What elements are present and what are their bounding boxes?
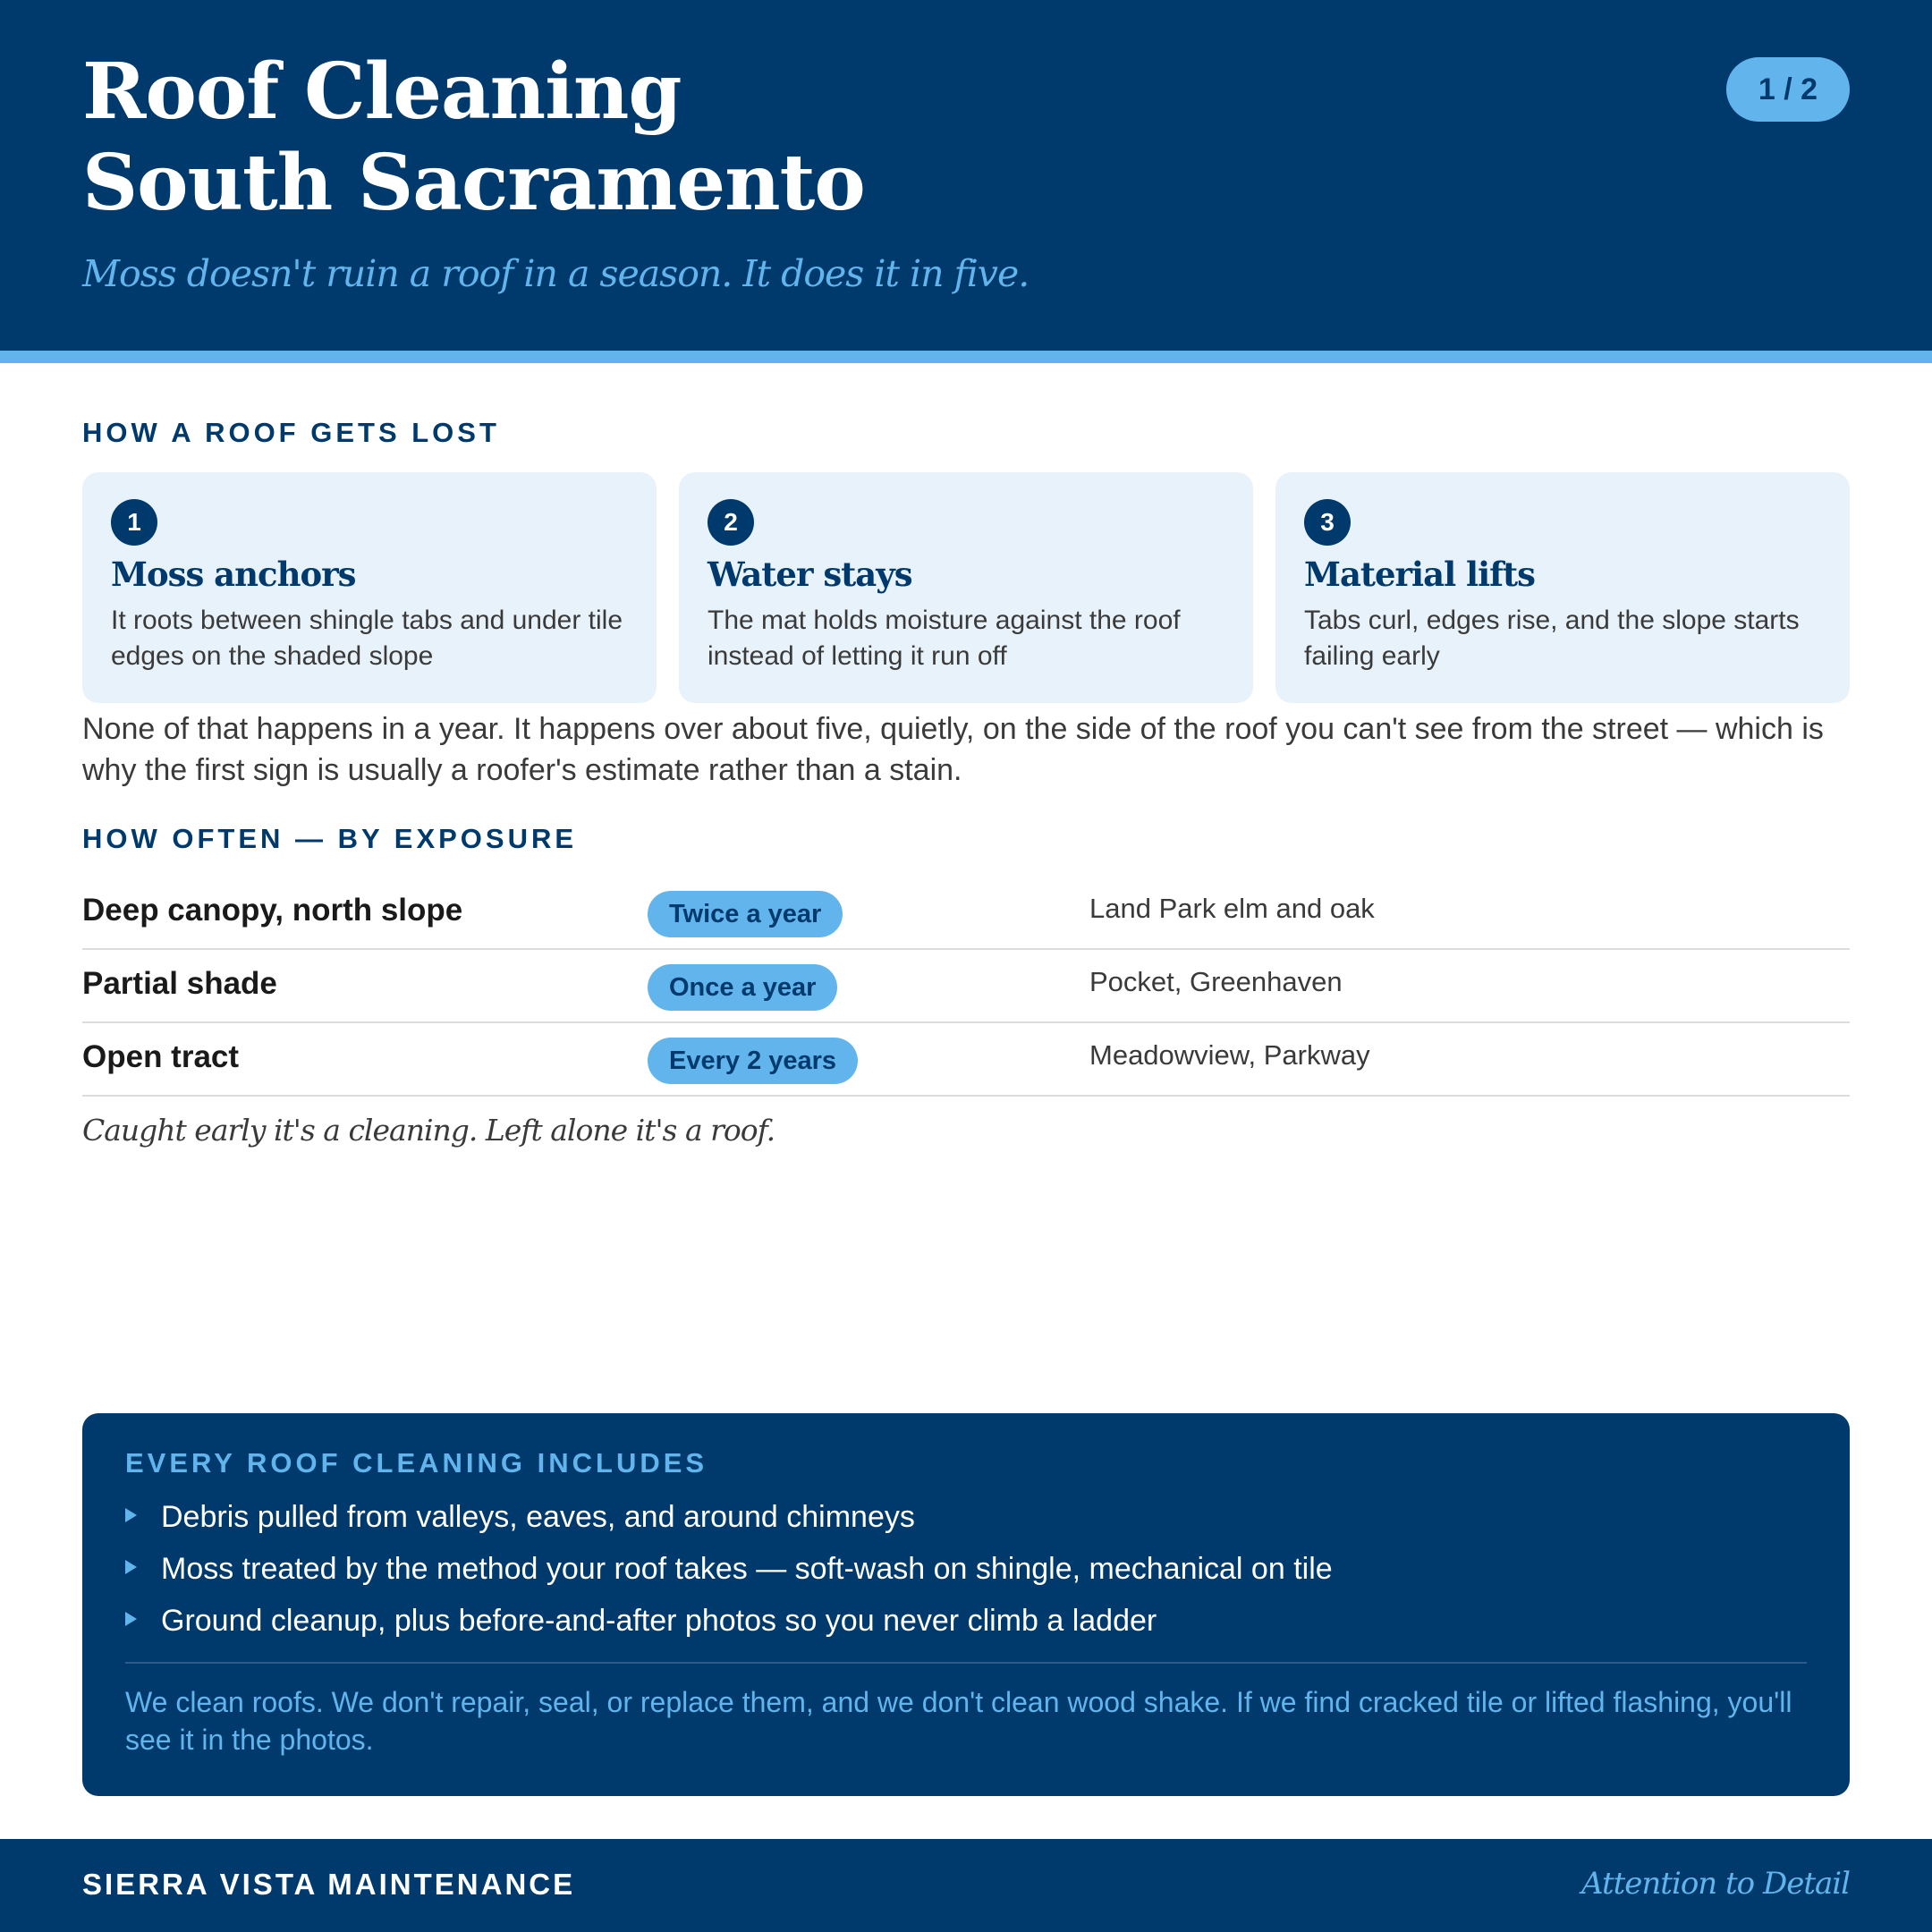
step-description: The mat holds moisture against the roof instead of letting it run off [708, 606, 1181, 671]
include-text: Debris pulled from valleys, eaves, and around chimneys [161, 1500, 915, 1534]
divider [125, 1662, 1807, 1664]
header-accent-stripe [0, 351, 1932, 363]
step-description: Tabs curl, edges rise, and the slope starts failing early [1304, 606, 1800, 671]
includes-list [125, 1496, 1807, 1651]
tagline: Moss doesn't ruin a roof in a season. It does it in five. [82, 252, 1030, 295]
step-card-1 [82, 472, 657, 703]
list-item [125, 1496, 1807, 1547]
triangle-bullet-icon [125, 1560, 137, 1574]
step-number-badge: 3 [1304, 499, 1351, 546]
section-label-how-lost: HOW A ROOF GETS LOST [82, 417, 500, 448]
step-card-3 [1275, 472, 1850, 703]
step-card-2 [679, 472, 1253, 703]
frequency-pill: Once a year [648, 964, 837, 1011]
steps-cards [82, 472, 1850, 703]
list-item [125, 1547, 1807, 1599]
table-row [82, 950, 1850, 1023]
areas-cell: Pocket, Greenhaven [1089, 966, 1343, 997]
triangle-bullet-icon [125, 1612, 137, 1626]
title-line-2: South Sacramento [82, 138, 865, 228]
step-number-badge: 1 [111, 499, 157, 546]
triangle-bullet-icon [125, 1508, 137, 1522]
frequency-pill: Twice a year [648, 891, 843, 937]
areas-cell: Land Park elm and oak [1089, 893, 1375, 924]
exposure-cell: Deep canopy, north slope [82, 893, 463, 928]
explanation-paragraph: None of that happens in a year. It happens over about five, quietly, on the side of the roof you can't see from the street — which is why the first sign is usually a roofer's estimate rather than a stain. [82, 712, 1824, 787]
frequency-pill: Every 2 years [648, 1038, 858, 1084]
step-description: It roots between shingle tabs and under tile edges on the shaded slope [111, 606, 623, 671]
step-title: Material lifts [1304, 555, 1535, 594]
step-number-badge: 2 [708, 499, 754, 546]
list-item [125, 1599, 1807, 1651]
includes-heading: EVERY ROOF CLEANING INCLUDES [125, 1447, 708, 1479]
exposure-cell: Partial shade [82, 966, 277, 1001]
include-text: Ground cleanup, plus before-and-after photos so you never climb a ladder [161, 1604, 1157, 1638]
frequency-table [82, 877, 1850, 1097]
footer [0, 1839, 1932, 1932]
page-indicator-badge: 1 / 2 [1726, 57, 1850, 122]
header [0, 0, 1932, 351]
page-title [82, 47, 865, 229]
step-title: Water stays [708, 555, 912, 594]
includes-panel [82, 1413, 1850, 1796]
step-title: Moss anchors [111, 555, 356, 594]
exposure-cell: Open tract [82, 1039, 240, 1074]
closing-line: Caught early it's a cleaning. Left alone it's a roof. [82, 1113, 775, 1148]
table-row [82, 1023, 1850, 1097]
areas-cell: Meadowview, Parkway [1089, 1039, 1370, 1071]
brand-motto: Attention to Detail [1580, 1866, 1850, 1902]
section-label-how-often: HOW OFTEN — BY EXPOSURE [82, 823, 578, 854]
table-row [82, 877, 1850, 950]
brand-name: SIERRA VISTA MAINTENANCE [82, 1868, 576, 1901]
disclaimer-text: We clean roofs. We don't repair, seal, or replace them, and we don't clean wood shake. If we find cracked tile or lifted flashing, you'll see it in the photos. [125, 1686, 1792, 1756]
include-text: Moss treated by the method your roof takes — soft-wash on shingle, mechanical on tile [161, 1552, 1333, 1586]
title-line-1: Roof Cleaning [82, 47, 682, 137]
